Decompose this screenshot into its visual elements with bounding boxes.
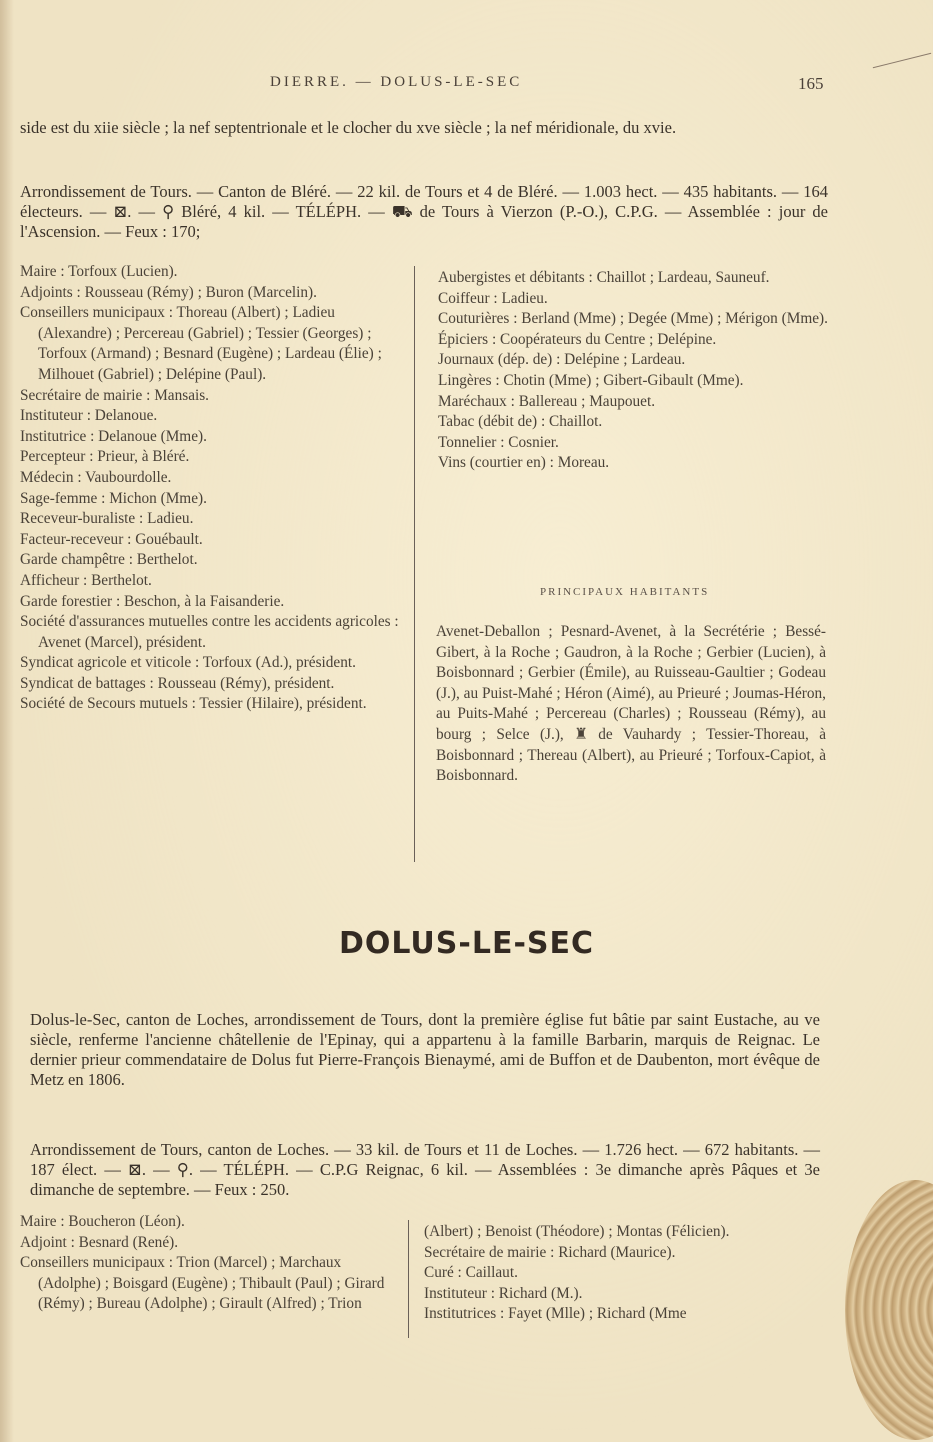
entry-epiciers: Épiciers : Coopérateurs du Centre ; Delépine. (438, 330, 717, 348)
section-title-dolus: DOLUS-LE-SEC (338, 926, 595, 961)
dierre-admin-paragraph: Arrondissement de Tours. — Canton de Bléré. — 22 kil. de Tours et 4 de Bléré. — 1.003 hect. — 435 habitants. — 164 électeurs. — ⊠. — ⚲ Bléré, 4 kil. — TÉLÉPH. — ⛟ de Tours à Vierzon (P.-O.), C.P.G. — Assemblée : jour de l'Ascension. — Feux : 170; (20, 182, 828, 241)
dolus-admin-paragraph: Arrondissement de Tours, canton de Loches. — 33 kil. de Tours et 11 de Loches. — 1.726 hect. — 672 habitants. — 187 élect. — ⊠. — ⚲. — TÉLÉPH. — C.P.G Reignac, 6 kil. — Assemblées : 3e dimanche après Pâques et 3e dimanche de septembre. — Feux : 250. (30, 1140, 820, 1199)
running-head (0, 74, 933, 98)
principaux-habitants-text: Avenet-Deballon ; Pesnard-Avenet, à la Secrétérie ; Bessé-Gibert, à la Roche ; Gaudron, à la Roche ; Gerbier (Lucien), à Boisbonnard ; Gerbier (Émile), au Ruisseau-Gaultier ; Godeau (J.), au Puist-Mahé ; Héron (Aimé), au Prieuré ; Joumas-Héron, au Puits-Mahé ; Percereau (Charles) ; Rousseau (Rémy), au bourg ; Selce (J.), ♜ de Vauhardy ; Tessier-Thoreau, à Boisbonnard ; Thereau (Albert), au Prieuré ; Torfoux-Capiot, à Boisbonnard. (436, 623, 826, 785)
entry-medecin: Médecin : Vaubourdolle. (20, 468, 172, 486)
entry-instituteur: Instituteur : Richard (M.). (424, 1284, 583, 1302)
entry-journaux: Journaux (dép. de) : Delépine ; Lardeau. (438, 351, 686, 369)
entry-adjoint: Adjoint : Besnard (René). (20, 1233, 179, 1251)
entry-aubergistes: Aubergistes et débitants : Chaillot ; Lardeau, Sauneuf. (438, 269, 770, 286)
entry-instituteur: Instituteur : Delanoue. (20, 407, 158, 425)
entry-marechaux: Maréchaux : Ballereau ; Maupouet. (438, 392, 656, 410)
entry-garde-champetre: Garde champêtre : Berthelot. (20, 551, 198, 569)
dierre-left-column (20, 262, 405, 715)
entry-societe-secours: Société de Secours mutuels : Tessier (Hilaire), président. (20, 695, 367, 713)
entry-secretaire: Secrétaire de mairie : Mansais. (20, 386, 210, 404)
entry-secretaire: Secrétaire de mairie : Richard (Maurice). (424, 1243, 676, 1261)
entry-lingeres: Lingères : Chotin (Mme) ; Gibert-Gibault (Mme). (438, 371, 744, 389)
entry-conseillers: Conseillers municipaux : Trion (Marcel) ; Marchaux (Adolphe) ; Boisgard (Eugène) ; Thibault (Paul) ; Girard (Rémy) ; Bureau (Adolphe) ; Girault (Alfred) ; Trion (20, 1254, 385, 1313)
entry-societe-assurances: Société d'assurances mutuelles contre les accidents agricoles : Avenet (Marcel), président. (20, 613, 399, 651)
entry-institutrices: Institutrices : Fayet (Mlle) ; Richard (Mme (424, 1305, 687, 1323)
entry-afficheur: Afficheur : Berthelot. (20, 571, 152, 589)
column-divider (414, 266, 415, 862)
entry-adjoints: Adjoints : Rousseau (Rémy) ; Buron (Marcelin). (20, 283, 317, 301)
running-title: DIERRE. — DOLUS-LE-SEC (270, 74, 523, 90)
entry-syndicat-agricole: Syndicat agricole et viticole : Torfoux (Ad.), président. (20, 654, 356, 672)
dolus-left-column (20, 1212, 390, 1315)
entry-maire: Maire : Boucheron (Léon). (20, 1213, 185, 1230)
page-number: 165 (798, 74, 824, 93)
entry-percepteur: Percepteur : Prieur, à Bléré. (20, 448, 190, 466)
principaux-habitants-heading: PRINCIPAUX HABITANTS (540, 586, 710, 598)
paper-stain (845, 1180, 933, 1440)
scratch-mark (873, 53, 931, 68)
entry-cure: Curé : Caillaut. (424, 1264, 518, 1282)
entry-maire: Maire : Torfoux (Lucien). (20, 263, 178, 280)
dolus-right-column (424, 1222, 820, 1325)
entry-conseillers-cont: (Albert) ; Benoist (Théodore) ; Montas (Félicien). (424, 1223, 730, 1240)
entry-receveur: Receveur-buraliste : Ladieu. (20, 510, 194, 528)
entry-conseillers: Conseillers municipaux : Thoreau (Albert) ; Ladieu (Alexandre) ; Percereau (Gabriel) ; Tessier (Georges) ; Torfoux (Armand) ; Besnard (Eugène) ; Lardeau (Élie) ; Milhouet (Gabriel) ; Delépine (Paul). (20, 304, 382, 383)
dolus-intro-paragraph: Dolus-le-Sec, canton de Loches, arrondissement de Tours, dont la première église fut bâtie par saint Eustache, au ve siècle, renferme l'ancienne châtellenie de l'Epinay, qui a appartenu à la famille Barbarin, marquis de Reignac. Le dernier prieur commendataire de Dolus fut Pierre-François Bienaymé, ami de Buffon et de Daubenton, mort évêque de Metz en 1806. (30, 1010, 820, 1089)
entry-institutrice: Institutrice : Delanoue (Mme). (20, 427, 207, 445)
entry-coiffeur: Coiffeur : Ladieu. (438, 289, 548, 307)
entry-tabac: Tabac (débit de) : Chaillot. (438, 413, 603, 431)
column-divider (408, 1220, 409, 1338)
dierre-right-column (438, 268, 830, 474)
entry-tonnelier: Tonnelier : Cosnier. (438, 433, 559, 451)
entry-facteur: Facteur-receveur : Gouébault. (20, 530, 203, 548)
entry-vins: Vins (courtier en) : Moreau. (438, 454, 610, 472)
dierre-intro-paragraph: side est du xiie siècle ; la nef septentrionale et le clocher du xve siècle ; la nef méridionale, du xvie. (20, 118, 677, 137)
entry-sage-femme: Sage-femme : Michon (Mme). (20, 489, 207, 507)
entry-garde-forestier: Garde forestier : Beschon, à la Faisanderie. (20, 592, 285, 610)
entry-syndicat-battages: Syndicat de battages : Rousseau (Rémy), président. (20, 674, 335, 692)
entry-couturieres: Couturières : Berland (Mme) ; Degée (Mme) ; Mérigon (Mme). (438, 310, 828, 328)
